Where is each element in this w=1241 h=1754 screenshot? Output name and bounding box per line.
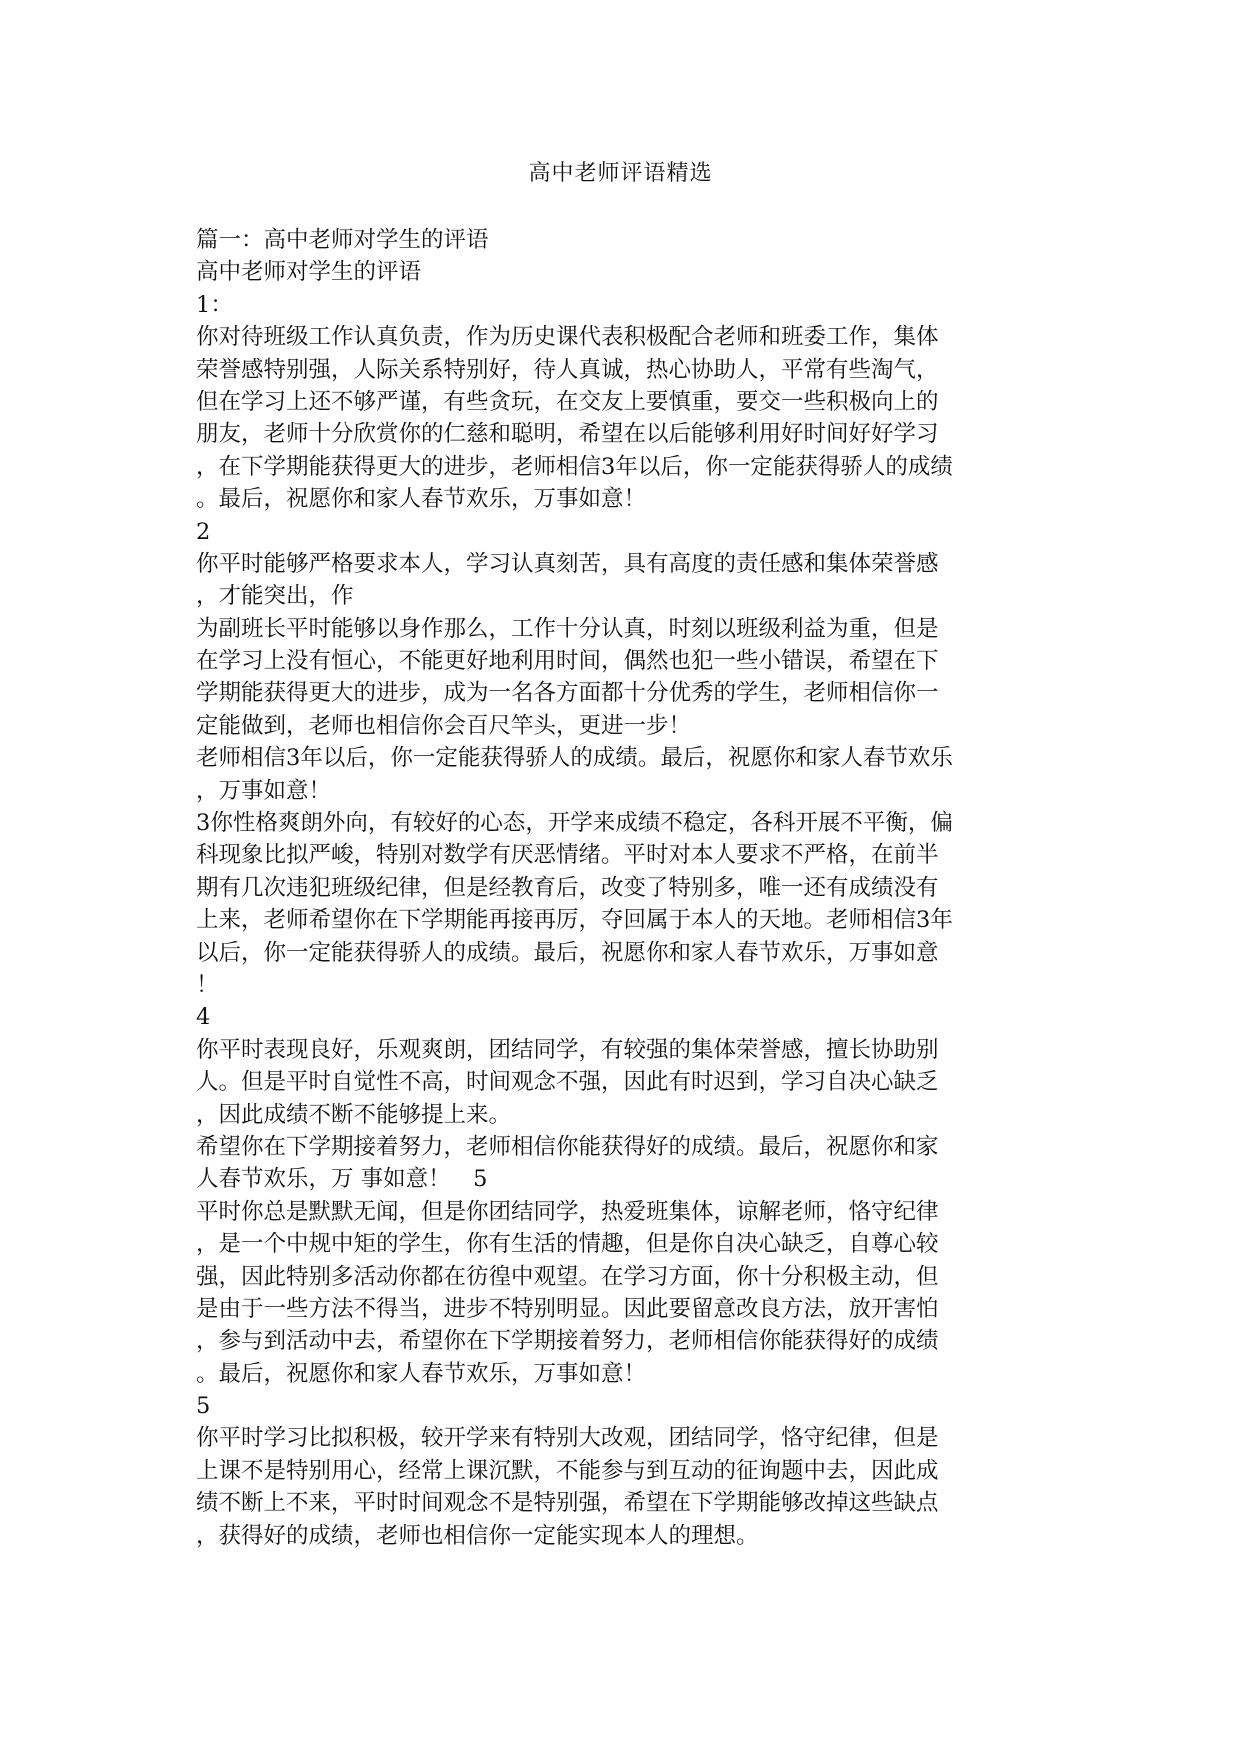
text-line: ，获得好的成绩，老师也相信你一定能实现本人的理想。 [196, 1522, 759, 1549]
text-line: 定能做到，老师也相信你会百尺竿头，更进一步！ [196, 712, 692, 739]
text-line: 篇一：高中老师对学生的评语 [196, 227, 489, 253]
text-line: ，因此成绩不断不能够提上来。 [196, 1101, 512, 1128]
text-line: 为副班长平时能够以身作那么，工作十分认真，时刻以班级利益为重，但是 [196, 615, 939, 642]
text-line: ，万事如意！ [196, 777, 332, 804]
document-body [196, 224, 1036, 1552]
text-line: 你对待班级工作认真负责，作为历史课代表积极配合老师和班委工作，集体 [196, 324, 939, 351]
text-line: 高中老师对学生的评语 [196, 259, 422, 286]
text-line: 希望你在下学期接着努力，老师相信你能获得好的成绩。最后，祝愿你和家 [196, 1133, 939, 1160]
text-line: ！ [196, 971, 219, 998]
text-line: 。最后，祝愿你和家人春节欢乐，万事如意！ [196, 1360, 647, 1387]
text-line: 是由于一些方法不得当，进步不特别明显。因此要留意改良方法，放开害怕 [196, 1295, 939, 1322]
document-title: 高中老师评语精选 [528, 161, 713, 186]
text-line: 人。但是平时自觉性不高，时间观念不强，因此有时迟到，学习自决心缺乏 [196, 1069, 939, 1096]
text-line: 在学习上没有恒心，不能更好地利用时间，偶然也犯一些小错误，希望在下 [196, 648, 939, 675]
text-line: 朋友，老师十分欣赏你的仁慈和聪明，希望在以后能够利用好时间好好学习 [196, 421, 939, 448]
text-line: 你平时表现良好，乐观爽朗，团结同学，有较强的集体荣誉感，擅长协助别 [196, 1036, 939, 1063]
text-line: 以后，你一定能获得骄人的成绩。最后，祝愿你和家人春节欢乐，万事如意 [196, 939, 939, 966]
text-line: 你平时能够严格要求本人，学习认真刻苦，具有高度的责任感和集体荣誉感 [196, 550, 939, 577]
text-line: 3你性格爽朗外向，有较好的心态，开学来成绩不稳定，各科开展不平衡，偏 [196, 810, 953, 837]
text-line: 荣誉感特别强，人际关系特别好，待人真诚，热心协助人，平常有些淘气， [196, 356, 939, 383]
text-line: ，在下学期能获得更大的进步，老师相信3年以后，你一定能获得骄人的成绩 [196, 453, 953, 480]
text-line: 2 [196, 518, 211, 545]
text-line: 平时你总是默默无闻，但是你团结同学，热爱班集体，谅解老师，恪守纪律 [196, 1198, 939, 1225]
text-line: ，参与到活动中去，希望你在下学期接着努力，老师相信你能获得好的成绩 [196, 1328, 939, 1355]
text-line: 1： [196, 291, 233, 318]
text-line: 。最后，祝愿你和家人春节欢乐，万事如意！ [196, 486, 647, 513]
text-line: ，才能突出，作 [196, 583, 354, 610]
text-line: 期有几次违犯班级纪律，但是经教育后，改变了特别多，唯一还有成绩没有 [196, 874, 939, 901]
text-line: 5 [196, 1393, 211, 1420]
text-line: 老师相信3年以后，你一定能获得骄人的成绩。最后，祝愿你和家人春节欢乐 [196, 745, 953, 772]
text-line: 人春节欢乐，万 事如意！ 5 [196, 1166, 488, 1193]
text-line: 4 [196, 1004, 211, 1031]
text-line: ，是一个中规中矩的学生，你有生活的情趣，但是你自决心缺乏，自尊心较 [196, 1231, 939, 1258]
text-line: 但在学习上还不够严谨，有些贪玩，在交友上要慎重，要交一些积极向上的 [196, 388, 939, 415]
text-line: 科现象比拟严峻，特别对数学有厌恶情绪。平时对本人要求不严格，在前半 [196, 842, 939, 869]
text-line: 强，因此特别多活动你都在彷徨中观望。在学习方面，你十分积极主动，但 [196, 1263, 939, 1290]
text-line: 上课不是特别用心，经常上课沉默，不能参与到互动的征询题中去，因此成 [196, 1457, 939, 1484]
text-line: 绩不断上不来，平时时间观念不是特别强，希望在下学期能够改掉这些缺点 [196, 1490, 939, 1517]
text-line: 你平时学习比拟积极，较开学来有特别大改观，团结同学，恪守纪律，但是 [196, 1425, 939, 1452]
text-line: 学期能获得更大的进步，成为一名各方面都十分优秀的学生，老师相信你一 [196, 680, 939, 707]
text-line: 上来，老师希望你在下学期能再接再厉，夺回属于本人的天地。老师相信3年 [196, 907, 953, 934]
